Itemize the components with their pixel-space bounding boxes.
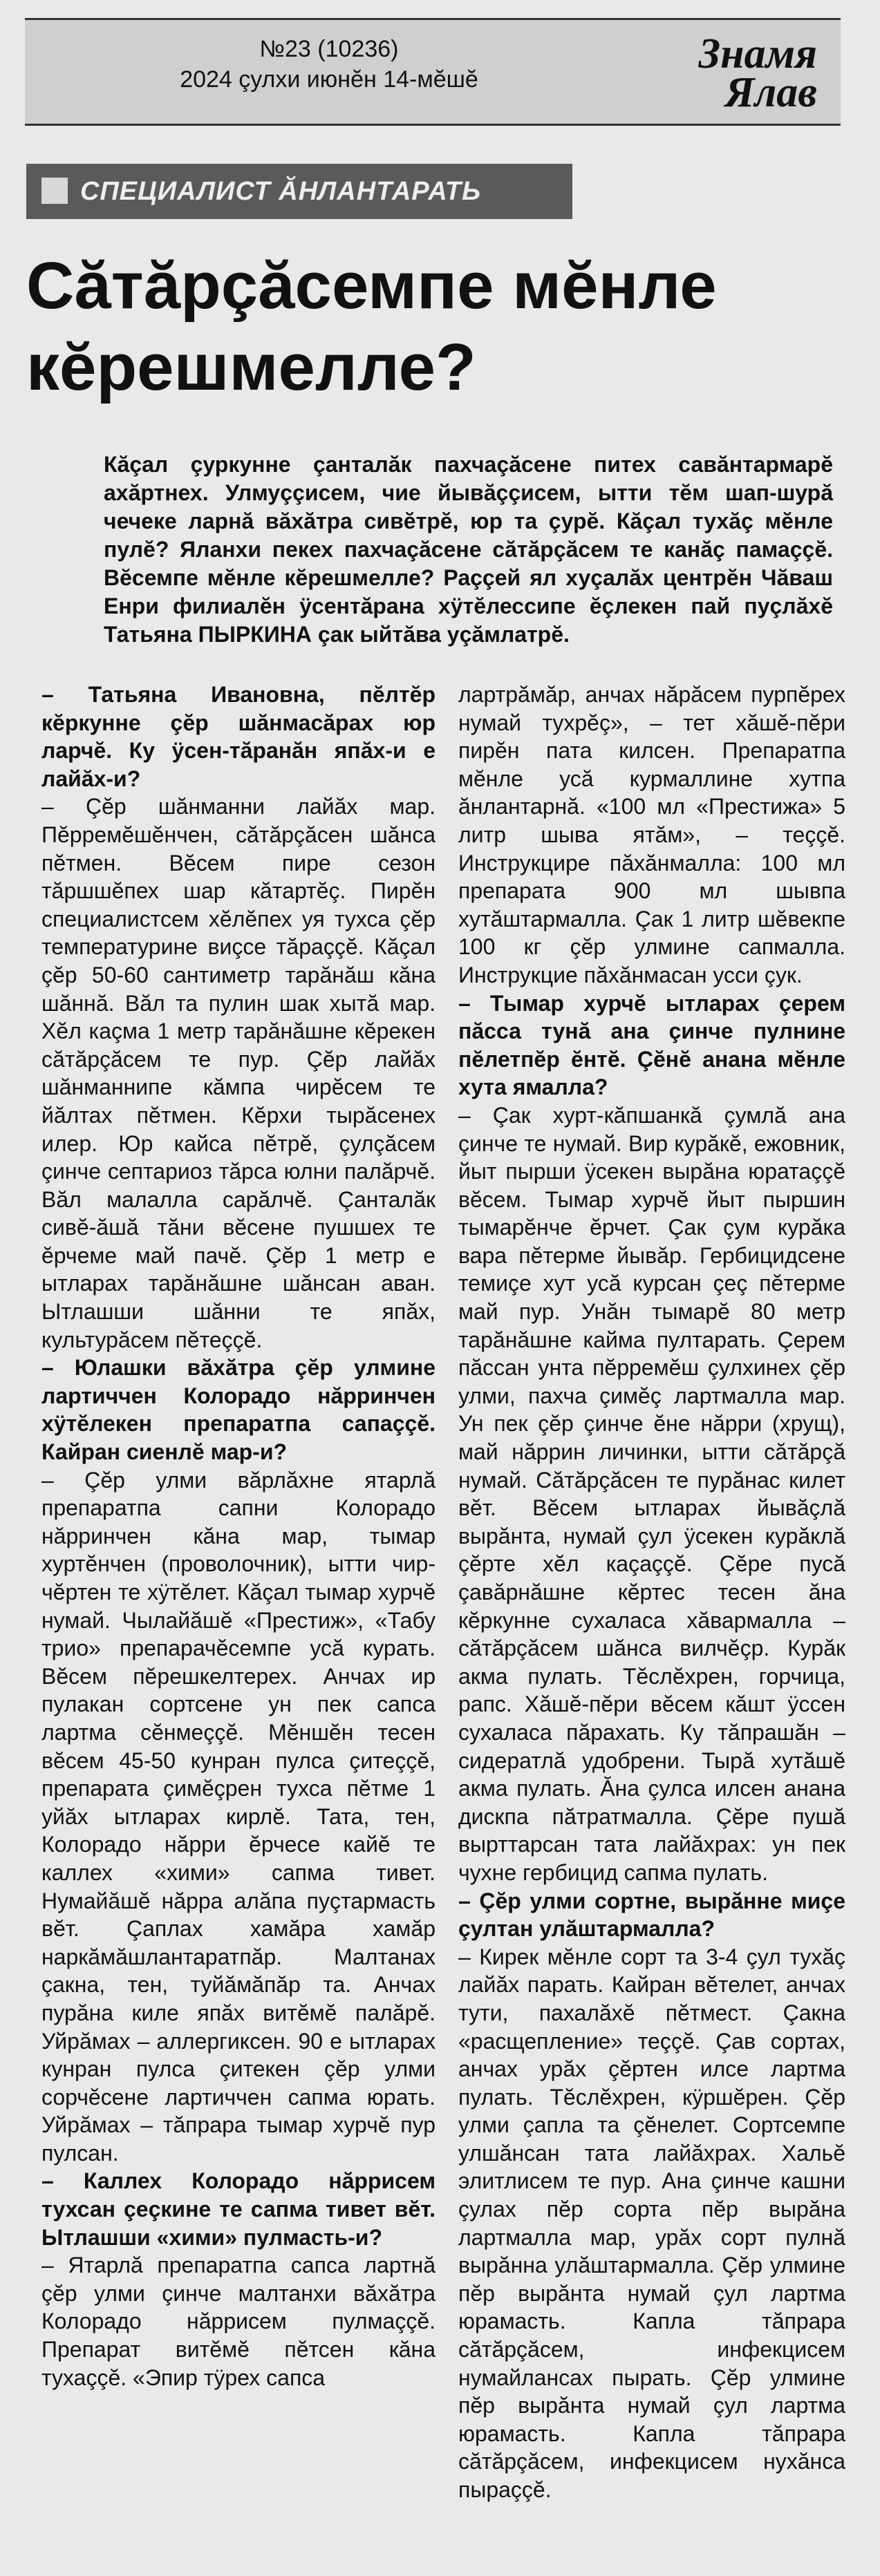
interview-answer: лартрăмăр, анчах нăрăсем пурпĕрех нумай тухрĕç», – тет хăшĕ-пĕри пирĕн пата килсен. Препаратпа мĕнле усă курмаллине хутпа ăнлантарнă. «100 мл «Престижа» 5 литр шыва ятăм», – теççĕ. Инструкцире пăхăнмалла: 100 мл препарата 900 мл шывпа хутăштармалла. Çак 1 литр шĕвекпе 100 кг çĕр улмине сапмалла. Инструкцие пăхăнмасан усси çук. [458, 682, 845, 987]
interview-question: – Татьяна Ивановна, пĕлтĕр кĕркунне çĕр шăнмасăрах юр ларчĕ. Ку ÿсен-тăранăн япăх-и е лайăх-и? [41, 682, 436, 791]
interview-question: – Юлашки вăхăтра çĕр улмине лартиччен Колорадо нăрринчен хÿтĕлекен препаратпа сапаççĕ. Кайран сиенлĕ мар-и? [41, 1355, 436, 1465]
issue-info [108, 34, 550, 95]
issue-number: №23 (10236) [259, 36, 399, 62]
interview-question: – Тымар хурчĕ ытларах çерем пăсса тунă ана çинче пулнине пĕлетпĕр ĕнтĕ. Çĕнĕ анана мĕнле хута ямалла? [458, 990, 845, 1100]
interview-question: – Каллех Колорадо нăррисем тухсан çеçкине те сапма тивет вĕт. Ытлашши «хими» пулмасть-и? [41, 2168, 436, 2250]
newspaper-brand [670, 32, 817, 114]
brand-line-2: Ялав [724, 69, 817, 116]
interview-question: – Çĕр улми сортне, вырăнне миçе çултан улăштармалла? [458, 1888, 845, 1942]
interview-answer: – Çак хурт-кăпшанкă çумлă ана çинче те нумай. Вир курăкĕ, ежовник, йыт пырши ÿсекен вырăна юратаççĕ вĕсем. Тымар хурчĕ йыт пыршин тымарĕнче ĕрчет. Çак çум курăка вара пĕтерме йывăр. Гербицидсене темиçе хут усă курсан çеç пĕтерме май пур. Унăн тымарĕ 80 метр тарăнăшне кайма пултарать. Çерем пăссан унта пĕрремĕш çулхинех çĕр улми, пахча çимĕç лартмалла мар. Ун пек çĕр çинче ĕне нăрри (хрущ), май нăррин личинки, ытти сăтăрçă нумай. Сăтăрçăсен те пурăнас килет вĕт. Вĕсем ытларах йывăçлă вырăнта, нумай çул ÿсекен курăклă çĕрте хĕл каçаççĕ. Çĕре пусă çавăрнăшне кĕртес тесен ăна кĕркунне сухаласа хăвармалла – сăтăрçăсем шăнса вилчĕçр. Курăк акма пулать. Тĕслĕхрен, горчица, рапс. Хăшĕ-пĕри вĕсем кăшт ÿссен сухаласа пăрахать. Ку тăпрашăн – сидератлă удобрени. Тырă хутăшĕ акма пулать. Ăна çулса илсен анана дискпа пăтратмалла. Çĕре пушă вырттарсан тата лайăхрах: ун пек чухне гербицид сапма пулать. [458, 1102, 845, 1885]
rubric-label: СПЕЦИАЛИСТ ĂНЛАНТАРАТЬ [80, 177, 482, 206]
interview-answer: – Çĕр улми вăрлăхне ятарлă препаратпа сапни Колорадо нăрринчен кăна мар, тымар хуртĕнчен (проволочник), ытти чир-чĕртен те хÿтĕлет. Кăçал тымар хурчĕ нумай. Чылайăшĕ «Престиж», «Табу трио» препарачĕсемпе усă курать. Вĕсем пĕрешкелтерех. Анчах ир пулакан сортсене ун пек сапса лартма сĕнмеççĕ. Мĕншĕн тесен вĕсем 45-50 кунран пулса çитеççĕ, препарата çимĕçрен тухса пĕтме 1 уйăх ытларах кирлĕ. Тата, тен, Колорадо нăрри ĕрчесе кайĕ те каллех «хими» сапма тивет. Нумайăшĕ нăрра алăпа пуçтармасть вĕт. Çаплах хамăра хамăр наркăмăшлантаратпăр. Малтанах çакна, тен, туйăмăпăр та. Анчах пурăна киле япăх витĕмĕ палăрĕ. Уйрăмах – аллергиксен. 90 е ытларах кунран пулса çитекен çĕр улми сорчĕсене лартиччен сапма юрать. Уйрăмах – тăпрара тымар хурчĕ пур пулсан. [41, 1467, 436, 2166]
column-right [458, 681, 845, 2504]
interview-answer: – Кирек мĕнле сорт та 3-4 çул тухăç лайăх парать. Кайран вĕтелет, анчах тути, пахалăхĕ пĕтмест. Çакна «расщепление» теççĕ. Çав сортах, анчах урăх çĕртен илсе лартма пулать. Тĕслĕхрен, кÿршĕрен. Çĕр улми çапла та çĕнелет. Сортсемпе улшăнсан тата лайăхрах. Хальĕ элитлисем те пур. Ана çинче кашни çулах пĕр сорта пĕр вырăна лартмалла мар, урăх сорт пулнă вырăнна улăштармалла. Çĕр улмине пĕр вырăнта нумай çул лартма юрамасть. Капла тăпрара сăтăрçăсем, инфекцисем нумайлансах пырать. Çĕр улмине пĕр вырăнта нумай çул лартма юрамасть. Капла тăпрара сăтăрçăсем, инфекцисем нухăнса пыраççĕ. [458, 1944, 845, 2502]
column-left [41, 681, 436, 2392]
interview-answer: – Ятарлă препаратпа сапса лартнă çĕр улми çинче малтанхи вăхăтра Колорадо нăррисем пулмаççĕ. Препарат витĕмĕ пĕтсен кăна тухаççĕ. «Эпир тÿрех сапса [41, 2253, 436, 2390]
brand-line-1: Знамя [698, 30, 817, 77]
square-bullet-icon [41, 178, 68, 204]
issue-date: 2024 çулхи июнĕн 14-мĕшĕ [180, 66, 478, 93]
masthead [25, 18, 841, 126]
rubric-banner [26, 164, 572, 219]
interview-answer: – Çĕр шăнманни лайăх мар. Пĕрремĕшĕнчен, сăтăрçăсен шăнса пĕтмен. Вĕсем пире сезон тăршшĕпех шар кăтартĕç. Пирĕн специалистсем хĕлĕпех уя тухса çĕр температурине виçсе тăраççĕ. Кăçал çĕр 50-60 сантиметр тарăнăш кăна шăннă. Вăл та пулин шак хытă мар. Хĕл каçма 1 метр тарăнăшне кĕрекен сăтăрçăсем те пур. Çĕр лайăх шăнманнипе кăмпа чирĕсем те йăлтах пĕтмен. Кĕрхи тырăсенех илер. Юр кайса пĕтрĕ, çулçăсем çинче септариоз тăрса юлни палăрчĕ. Вăл малалла сарăлчĕ. Çанталăк сивĕ-ăшă тăни вĕсене пушшех те ĕрчеме май пачĕ. Çĕр 1 метр е ытларах тарăнăшне шăнсан аван. Ытлашши шăнни те япăх, культурăсем пĕтеççĕ. [41, 794, 436, 1352]
article-headline: Сăтăрçăсемпе мĕнле кĕрешмелле? [26, 249, 717, 404]
article-lead: Кăçал çуркунне çанталăк пахчаçăсене питех савăнтармарĕ ахăртнех. Улмуççисем, чие йывăççисем, ытти тĕм шап-шурă чечеке ларнă вăхăтра сивĕтрĕ, юр та çурĕ. Кăçал тухăç мĕнле пулĕ? Яланхи пекех пахчаçăсене сăтăрçăсем те канăç памаççĕ. Вĕсемпе мĕнле кĕрешмелле? Раççей ял хуçалăх центрĕн Чăваш Енри филиалĕн ÿсентăрана хÿтĕлессипе ĕçлекен пай пуçлăхĕ Татьяна ПЫРКИНА çак ыйтăва уçăмлатрĕ. [104, 452, 833, 647]
